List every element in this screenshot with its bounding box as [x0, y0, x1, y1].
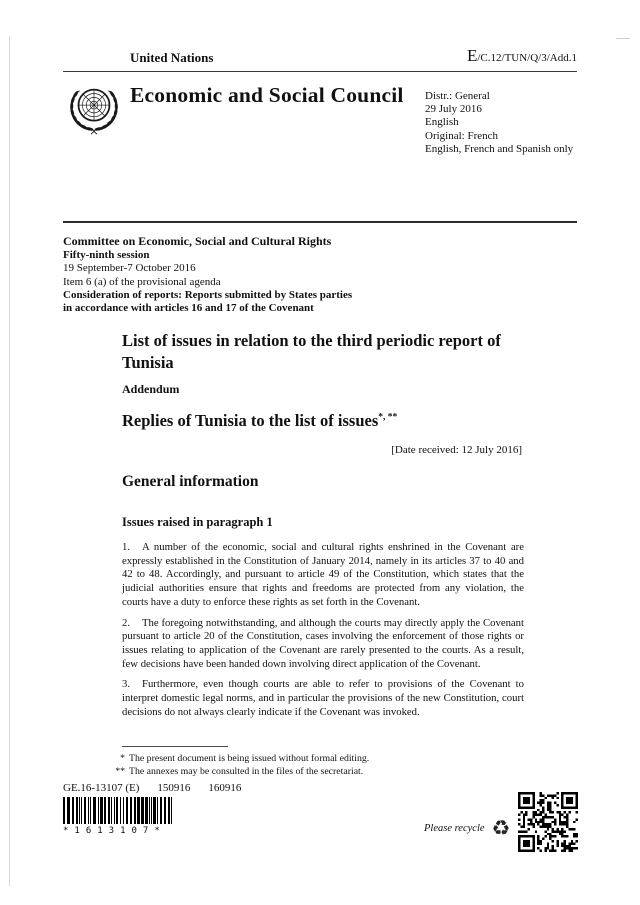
replies-title: [122, 411, 397, 431]
section-general-information: General information: [122, 473, 259, 490]
agenda-item: Item 6 (a) of the provisional agenda: [63, 275, 221, 288]
ge-date-1: 150916: [157, 782, 191, 794]
council-title: Economic and Social Council: [130, 83, 404, 107]
footnote-1: [112, 753, 452, 766]
distr-languages-note: English, French and Spanish only: [425, 142, 574, 155]
paragraph-1: [122, 541, 524, 610]
paragraph-1-text: A number of the economic, social and cultural rights enshrined in the Covenant are expressly established in the Constitution of January 2014, namely in its articles 37 to 40 and 42 to 48. Accordingly, and pursuant to article 49 of the Constitution, which states that the judicial authorities ensure that rights and freedoms are protected from any violation, the courts have a duty to enforce these rights as set forth in the Covenant.: [122, 541, 524, 608]
subsection-issues-paragraph-1: Issues raised in paragraph 1: [122, 515, 273, 529]
date-received: [Date received: 12 July 2016]: [391, 444, 522, 456]
doc-symbol-prefix: E: [466, 46, 478, 65]
agenda-title-line2: in accordance with articles 16 and 17 of the Covenant: [63, 302, 314, 315]
distr-line: Distr.: General: [425, 90, 490, 102]
footnote-2-text: The annexes may be consulted in the files of the secretariat.: [129, 765, 364, 777]
document-title-line2: Tunisia: [122, 353, 174, 372]
recycle-note: [424, 818, 510, 839]
committee-session: Fifty-ninth session: [63, 249, 150, 262]
paragraph-2-number: 2.: [122, 616, 131, 629]
barcode-text: *1613107*: [63, 826, 166, 836]
agenda-title-line1: Consideration of reports: Reports submitted by States parties: [63, 288, 353, 301]
org-name: United Nations: [130, 50, 214, 65]
committee-name: Committee on Economic, Social and Cultural Rights: [63, 234, 332, 248]
header-rule: [63, 71, 577, 72]
recycle-label: Please recycle: [424, 823, 485, 834]
addendum-label: Addendum: [122, 382, 180, 396]
paragraph-2-text: The foregoing notwithstanding, and although the courts may directly apply the Covenant pursuant to article 20 of the Constitution, cases involving the enforcement of those rights or issues relating to application of the Covenant are rarely presented to the courts. As a result, few decisions have been handed down involving direct application of the Covenant.: [122, 616, 524, 670]
distr-language: English: [425, 116, 459, 129]
session-dates: 19 September-7 October 2016: [63, 262, 196, 275]
paragraph-3-text: Furthermore, even though courts are able to refer to provisions of the Covenant to interpret domestic legal norms, and in particular the provisions of the new Constitution, court decisions do not always clearly indicate if the Covenant was invoked.: [122, 678, 524, 718]
paragraph-1-number: 1.: [122, 541, 131, 553]
doc-symbol: [467, 46, 577, 66]
footnote-2-mark: **: [115, 765, 125, 777]
paragraph-2: [122, 617, 524, 672]
paragraph-3: [122, 678, 524, 719]
footnote-2: [112, 766, 452, 779]
document-reference: [63, 782, 241, 794]
footnote-rule: [122, 746, 228, 747]
replies-title-text: Replies of Tunisia to the list of issues: [122, 411, 379, 430]
document-title: [122, 330, 552, 374]
scan-artifact-tick: [616, 38, 630, 39]
footnote-1-text: The present document is being issued without formal editing.: [129, 753, 370, 764]
footnote-marks: *, **: [378, 412, 398, 423]
distr-original: Original: French: [425, 129, 499, 142]
doc-symbol-rest: /C.12/TUN/Q/3/Add.1: [477, 52, 577, 64]
ge-number: GE.16-13107 (E): [63, 782, 140, 794]
distr-date: 29 July 2016: [425, 103, 482, 116]
document-title-line1: List of issues in relation to the third periodic report of: [122, 331, 501, 350]
un-emblem-icon: [63, 78, 125, 140]
barcode: [63, 797, 175, 824]
distribution-info: [425, 90, 573, 156]
paragraph-3-number: 3.: [122, 678, 131, 691]
body-paragraphs: [122, 541, 524, 726]
section-rule: [63, 221, 577, 223]
scan-artifact-line: [9, 36, 10, 886]
qr-code: [518, 792, 578, 852]
ge-date-2: 160916: [208, 782, 242, 794]
recycle-icon: ♻: [491, 816, 511, 840]
footnotes: [112, 753, 452, 778]
footnote-1-mark: *: [120, 753, 125, 764]
committee-block: [63, 235, 483, 315]
